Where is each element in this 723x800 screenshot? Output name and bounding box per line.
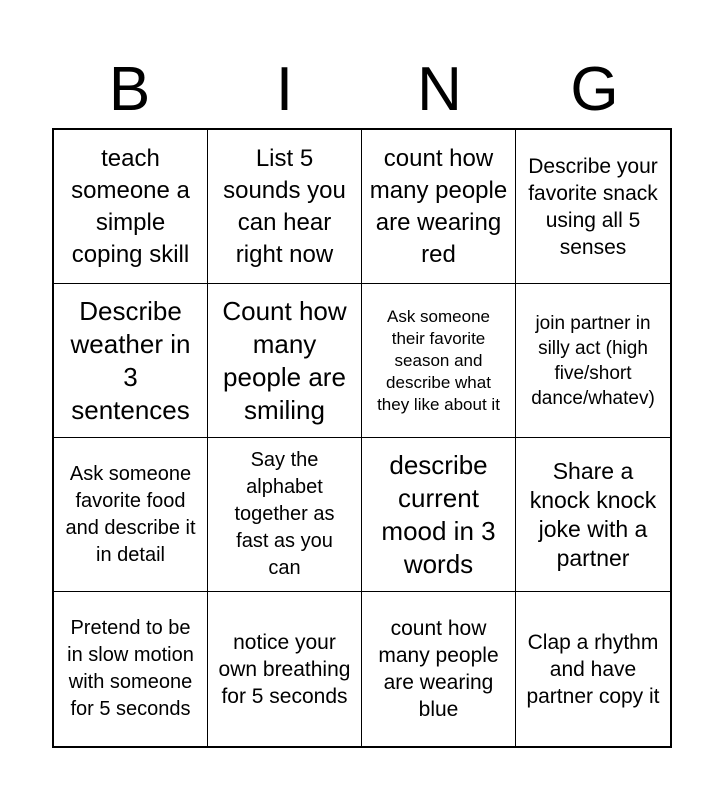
bingo-cell (208, 130, 362, 284)
bingo-cell (54, 592, 208, 746)
header-letter-n: N (417, 55, 462, 124)
bingo-cell (54, 284, 208, 438)
bingo-board (52, 128, 672, 748)
bingo-cell (516, 130, 670, 284)
bingo-cell (362, 438, 516, 592)
bingo-cell (516, 592, 670, 746)
cell-text: teach someone a simple coping skill (71, 144, 190, 268)
bingo-cell (516, 284, 670, 438)
cell-text: Ask someone favorite food and describe it in detail (65, 462, 196, 566)
cell-text: Pretend to be in slow motion with someone for 5 seconds (67, 617, 194, 720)
header-letter-i: I (275, 55, 294, 124)
bingo-cell (54, 438, 208, 592)
bingo-cell (208, 438, 362, 592)
cell-text: Clap a rhythm and have partner copy it (526, 630, 660, 708)
cell-text: List 5 sounds you can hear right now (223, 144, 346, 268)
bingo-cell (54, 130, 208, 284)
cell-text: describe current mood in 3 words (381, 449, 496, 579)
bingo-header (52, 52, 672, 128)
cell-text: Ask someone their favorite season and describe what they like about it (377, 306, 500, 414)
cell-text: count how many people are wearing blue (378, 617, 499, 721)
header-letter-g: G (570, 55, 619, 124)
bingo-cell (362, 284, 516, 438)
cell-text: Say the alphabet together as fast as you can (234, 449, 335, 579)
bingo-cell (208, 284, 362, 438)
cell-text: Describe your favorite snack using all 5 senses (528, 154, 658, 259)
header-letter-b: B (108, 55, 151, 124)
bingo-cell (362, 130, 516, 284)
cell-text: count how many people are wearing red (369, 144, 508, 268)
cell-text: join partner in silly act (high five/short dance/whatev) (531, 312, 655, 409)
bingo-cell (362, 592, 516, 746)
cell-text: Count how many people are smiling (222, 295, 347, 425)
cell-text: notice your own breathing for 5 seconds (218, 630, 351, 708)
cell-text: Describe weather in 3 sentences (70, 295, 191, 425)
bingo-cell (516, 438, 670, 592)
cell-text: Share a knock knock joke with a partner (529, 457, 657, 571)
bingo-cell (208, 592, 362, 746)
